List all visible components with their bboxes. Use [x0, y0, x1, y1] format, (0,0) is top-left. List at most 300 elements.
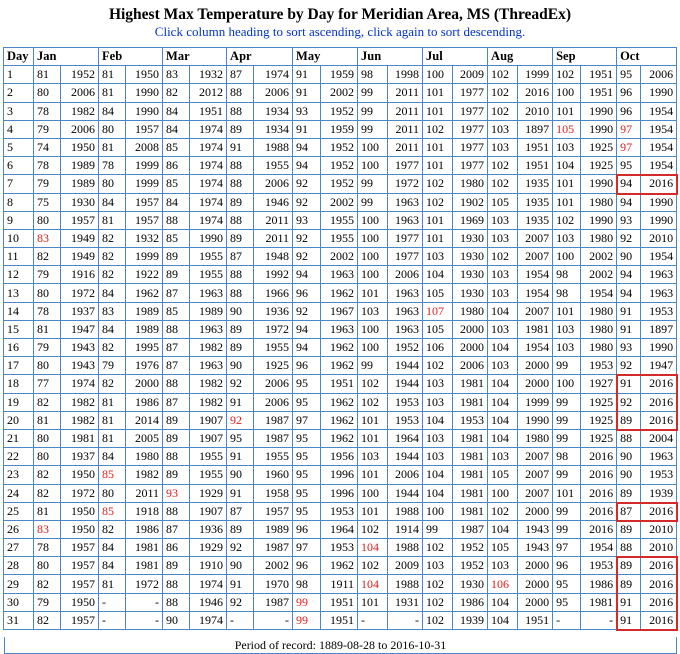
record-year: 2000 [453, 339, 488, 357]
temperature-value: 100 [358, 139, 388, 157]
temperature-value: - [227, 612, 254, 630]
column-header-oct[interactable]: Oct [617, 48, 677, 66]
temperature-value: 102 [423, 612, 453, 630]
record-year: 1955 [254, 157, 293, 175]
temperature-value: 102 [423, 357, 453, 375]
temperature-value: 95 [227, 430, 254, 448]
day-cell: 30 [4, 594, 34, 612]
record-year: 1951 [321, 594, 358, 612]
temperature-value: 93 [293, 212, 321, 230]
temperature-value: 88 [227, 284, 254, 302]
temperature-value: 90 [227, 466, 254, 484]
temperature-value: 82 [99, 248, 126, 266]
temperature-value: 101 [358, 284, 388, 302]
temperature-value: 101 [553, 485, 581, 503]
day-cell: 2 [4, 84, 34, 102]
table-row [4, 557, 677, 575]
day-cell: 3 [4, 103, 34, 121]
record-year: 1996 [321, 466, 358, 484]
temperature-value: 100 [358, 266, 388, 284]
record-year: 2008 [126, 139, 163, 157]
record-year: 1957 [254, 503, 293, 521]
record-year: 2000 [126, 375, 163, 393]
record-year: 1982 [190, 394, 227, 412]
record-year: 1977 [388, 230, 423, 248]
temperature-value: 104 [553, 157, 581, 175]
record-year: 1998 [388, 66, 423, 84]
temperature-value: 87 [227, 248, 254, 266]
temperature-value: 101 [553, 103, 581, 121]
record-year: 1953 [321, 503, 358, 521]
record-year: 1974 [190, 175, 227, 193]
page-title: Highest Max Temperature by Day for Meridian Area, MS (ThreadEx) [108, 6, 572, 23]
record-year: 1987 [254, 539, 293, 557]
temperature-value: 102 [488, 84, 518, 102]
temperature-value: 89 [227, 194, 254, 212]
record-year: 1999 [126, 157, 163, 175]
record-year: - [388, 612, 423, 630]
record-year: 2016 [581, 503, 617, 521]
temperature-value: 79 [34, 594, 61, 612]
record-year: 1981 [453, 503, 488, 521]
temperature-value: 82 [34, 394, 61, 412]
temperature-value: 101 [423, 157, 453, 175]
temperature-value: 89 [163, 266, 190, 284]
record-year: 2016 [518, 84, 553, 102]
temperature-value: 94 [293, 339, 321, 357]
record-year: 1957 [61, 575, 99, 593]
record-year: 1981 [453, 430, 488, 448]
temperature-value: - [99, 594, 126, 612]
record-year: 1925 [581, 394, 617, 412]
temperature-value: 89 [163, 557, 190, 575]
record-year: 1957 [61, 557, 99, 575]
record-year: 2004 [641, 430, 677, 448]
table-row [4, 375, 677, 393]
table-row [4, 248, 677, 266]
table-body [4, 66, 677, 630]
temperature-value: 102 [423, 121, 453, 139]
record-year: 2011 [388, 139, 423, 157]
record-year: 1959 [321, 121, 358, 139]
record-year: 2014 [126, 412, 163, 430]
temperature-value: 92 [617, 230, 641, 248]
temperature-value: 100 [488, 485, 518, 503]
record-year: 2007 [518, 466, 553, 484]
temperature-value: 93 [163, 485, 190, 503]
temperature-value: 105 [423, 284, 453, 302]
record-year: 1929 [190, 539, 227, 557]
temperature-value: 85 [163, 303, 190, 321]
temperature-value: 79 [34, 266, 61, 284]
temperature-value: 83 [99, 303, 126, 321]
record-year: 1962 [126, 284, 163, 302]
record-year: 2010 [641, 521, 677, 539]
record-year: 1990 [126, 103, 163, 121]
temperature-value: 93 [617, 339, 641, 357]
record-year: 1989 [126, 321, 163, 339]
record-year: 1974 [190, 121, 227, 139]
temperature-value: 96 [293, 357, 321, 375]
temperature-value: 100 [423, 503, 453, 521]
record-year: 1943 [518, 521, 553, 539]
temperature-value: 91 [617, 594, 641, 612]
record-year: 1914 [388, 521, 423, 539]
temperature-value: 104 [488, 594, 518, 612]
temperature-value: 95 [293, 448, 321, 466]
record-year: 1930 [453, 284, 488, 302]
record-year: 1962 [321, 430, 358, 448]
temperature-value: 103 [423, 430, 453, 448]
record-year: 1974 [190, 157, 227, 175]
column-header-jun[interactable]: Jun [358, 48, 423, 66]
record-year: 1936 [190, 521, 227, 539]
record-year: 1910 [190, 557, 227, 575]
temperature-value: 102 [423, 175, 453, 193]
record-year: 1944 [388, 375, 423, 393]
temperature-value: 99 [293, 594, 321, 612]
temperature-value: 105 [423, 321, 453, 339]
day-cell: 26 [4, 521, 34, 539]
temperature-value: 104 [423, 466, 453, 484]
record-year: 1953 [388, 394, 423, 412]
temperature-value: 80 [99, 485, 126, 503]
temperature-value: 89 [163, 430, 190, 448]
column-header-jan[interactable]: Jan [34, 48, 99, 66]
column-header-day[interactable]: Day [4, 48, 34, 66]
day-cell: 22 [4, 448, 34, 466]
temperature-value: 89 [227, 321, 254, 339]
record-year: 2010 [518, 103, 553, 121]
record-year: 1955 [321, 230, 358, 248]
record-year: 1950 [126, 66, 163, 84]
column-header-may[interactable]: May [293, 48, 358, 66]
record-year: 1974 [190, 194, 227, 212]
record-year: 1982 [190, 375, 227, 393]
record-year: 2006 [254, 84, 293, 102]
record-year: 1951 [321, 612, 358, 630]
temperature-value: 94 [617, 194, 641, 212]
record-year: 1954 [641, 121, 677, 139]
record-year: 2006 [61, 121, 99, 139]
record-year: 2006 [254, 394, 293, 412]
record-year: 1963 [388, 321, 423, 339]
record-year: 2006 [254, 375, 293, 393]
temperature-value: 80 [34, 557, 61, 575]
temperature-value: 75 [34, 194, 61, 212]
record-year: 1981 [453, 448, 488, 466]
record-year: 1935 [518, 175, 553, 193]
record-year: 1907 [190, 430, 227, 448]
temperature-value: 92 [227, 539, 254, 557]
record-year: 2011 [388, 121, 423, 139]
record-year: 1930 [453, 230, 488, 248]
record-year: 1943 [518, 539, 553, 557]
temperature-value: 82 [99, 266, 126, 284]
temperature-value: 98 [553, 448, 581, 466]
record-year: 1948 [254, 248, 293, 266]
day-cell: 8 [4, 194, 34, 212]
temperature-value: 74 [34, 139, 61, 157]
column-header-aug[interactable]: Aug [488, 48, 553, 66]
column-header-apr[interactable]: Apr [227, 48, 293, 66]
day-cell: 7 [4, 175, 34, 193]
temperature-value: 91 [293, 66, 321, 84]
record-year: 1988 [254, 139, 293, 157]
record-year: 1981 [518, 321, 553, 339]
temperature-value: 85 [163, 139, 190, 157]
record-year: 1963 [641, 266, 677, 284]
record-year: 2016 [581, 448, 617, 466]
record-year: 1959 [321, 66, 358, 84]
record-year: 1990 [581, 175, 617, 193]
temperature-value: 99 [553, 394, 581, 412]
column-header-sep[interactable]: Sep [553, 48, 617, 66]
temperature-value: 91 [617, 612, 641, 630]
temperature-value: 86 [163, 539, 190, 557]
record-year: 1927 [581, 375, 617, 393]
temperature-value: 94 [617, 266, 641, 284]
record-year: 1982 [61, 103, 99, 121]
temperature-value: 95 [553, 575, 581, 593]
temperature-value: 99 [553, 412, 581, 430]
record-year: 2016 [641, 612, 677, 630]
temperature-value: 84 [163, 103, 190, 121]
record-year: 1949 [61, 230, 99, 248]
record-year: 1972 [61, 284, 99, 302]
temperature-value: 92 [293, 194, 321, 212]
record-year: 1907 [190, 412, 227, 430]
temperature-value: 102 [423, 539, 453, 557]
record-year: 1932 [190, 66, 227, 84]
record-year: 1974 [190, 612, 227, 630]
record-year: - [254, 612, 293, 630]
record-year: 1930 [453, 266, 488, 284]
temperature-value: 100 [358, 230, 388, 248]
record-year: 2007 [518, 248, 553, 266]
day-cell: 23 [4, 466, 34, 484]
record-year: 1989 [61, 175, 99, 193]
day-cell: 20 [4, 412, 34, 430]
temperature-value: 103 [358, 448, 388, 466]
temperature-value: 79 [34, 175, 61, 193]
temperature-value: 100 [423, 66, 453, 84]
record-year: 2007 [518, 448, 553, 466]
record-year: 1953 [641, 303, 677, 321]
temperature-value: 79 [99, 357, 126, 375]
temperature-value: 94 [617, 284, 641, 302]
temperature-value: 100 [553, 375, 581, 393]
temperature-value: 80 [99, 175, 126, 193]
temperature-value: 102 [488, 175, 518, 193]
record-year: 2016 [641, 575, 677, 593]
record-year: 1987 [254, 594, 293, 612]
record-year: 1972 [126, 575, 163, 593]
record-year: 1946 [190, 594, 227, 612]
record-year: 1932 [126, 230, 163, 248]
temperature-value: 99 [358, 103, 388, 121]
record-year: 1999 [126, 248, 163, 266]
record-year: 1957 [61, 539, 99, 557]
temperature-value: 103 [488, 230, 518, 248]
temperature-value: 78 [34, 103, 61, 121]
record-year: 1897 [641, 321, 677, 339]
record-year: 1911 [321, 575, 358, 593]
record-year: 1937 [61, 303, 99, 321]
record-year: 2011 [388, 84, 423, 102]
temperature-value: 82 [34, 248, 61, 266]
temperature-value: 97 [553, 539, 581, 557]
period-of-record: Period of record: 1889-08-28 to 2016-10-31 [4, 637, 677, 654]
temperature-value: 88 [227, 84, 254, 102]
record-year: 1930 [453, 248, 488, 266]
table-row [4, 84, 677, 102]
column-header-mar[interactable]: Mar [163, 48, 227, 66]
temperature-value: 95 [293, 430, 321, 448]
temperature-value: 92 [293, 303, 321, 321]
record-year: 2000 [518, 375, 553, 393]
temperature-value: 103 [423, 448, 453, 466]
record-year: 1954 [641, 248, 677, 266]
day-cell: 25 [4, 503, 34, 521]
day-cell: 15 [4, 321, 34, 339]
record-year: 1954 [641, 157, 677, 175]
temperature-value: 103 [488, 357, 518, 375]
temperature-value: 78 [99, 157, 126, 175]
temperature-value: 81 [34, 503, 61, 521]
temperature-value: 95 [293, 485, 321, 503]
record-year: 1967 [321, 303, 358, 321]
day-cell: 6 [4, 157, 34, 175]
day-cell: 17 [4, 357, 34, 375]
record-year: 2002 [321, 248, 358, 266]
record-year: 1999 [518, 66, 553, 84]
temperature-value: 102 [553, 66, 581, 84]
record-year: 2000 [518, 575, 553, 593]
temperature-value: 99 [358, 84, 388, 102]
temperature-value: 85 [163, 230, 190, 248]
temperature-value: 104 [358, 575, 388, 593]
record-year: 2002 [321, 84, 358, 102]
temperature-value: 91 [293, 121, 321, 139]
record-year: 2016 [641, 503, 677, 521]
temperature-value: 103 [488, 212, 518, 230]
record-year: 1981 [453, 466, 488, 484]
temperature-value: 99 [358, 175, 388, 193]
table-row [4, 230, 677, 248]
record-year: 1952 [453, 557, 488, 575]
column-header-jul[interactable]: Jul [423, 48, 488, 66]
record-year: 1949 [61, 248, 99, 266]
temperature-value: 84 [99, 557, 126, 575]
temperature-value: 102 [488, 157, 518, 175]
record-year: 2016 [581, 466, 617, 484]
record-year: 1954 [581, 284, 617, 302]
record-year: 2006 [388, 266, 423, 284]
record-year: 1980 [581, 194, 617, 212]
temperature-value: 102 [358, 375, 388, 393]
table-row [4, 357, 677, 375]
temperature-value: 88 [163, 375, 190, 393]
temperature-value: 103 [488, 266, 518, 284]
record-year: 1958 [254, 485, 293, 503]
record-year: 1963 [321, 266, 358, 284]
temperature-value: 102 [488, 103, 518, 121]
record-year: 1974 [190, 139, 227, 157]
temperature-value: 97 [617, 121, 641, 139]
record-year: 1963 [388, 212, 423, 230]
record-year: 1902 [453, 194, 488, 212]
temperature-value: 81 [99, 430, 126, 448]
temperature-value: 99 [358, 194, 388, 212]
temperature-value: 104 [488, 430, 518, 448]
temperature-value: 101 [358, 503, 388, 521]
table-row [4, 66, 677, 84]
record-year: 1957 [126, 194, 163, 212]
table-row [4, 212, 677, 230]
record-year: 2016 [641, 594, 677, 612]
record-year: 1963 [641, 448, 677, 466]
temperature-value: 100 [358, 157, 388, 175]
record-year: 2011 [388, 103, 423, 121]
temperature-value: 102 [423, 594, 453, 612]
record-year: 1974 [254, 66, 293, 84]
temperature-value: 82 [99, 230, 126, 248]
temperature-value: 103 [488, 121, 518, 139]
temperature-value: 83 [34, 521, 61, 539]
record-year: 1990 [641, 84, 677, 102]
temperature-value: 82 [34, 485, 61, 503]
temperature-value: 104 [423, 266, 453, 284]
temperature-value: 89 [227, 230, 254, 248]
temperature-value: 96 [553, 557, 581, 575]
temperature-value: 84 [99, 194, 126, 212]
temperature-value: 88 [163, 321, 190, 339]
temperature-value: 101 [423, 212, 453, 230]
record-year: 2000 [518, 357, 553, 375]
temperature-value: 90 [617, 466, 641, 484]
temperature-value: 96 [293, 521, 321, 539]
temperature-value: 98 [358, 66, 388, 84]
temperature-value: 78 [34, 303, 61, 321]
record-year: 1962 [321, 339, 358, 357]
temperature-value: 80 [34, 430, 61, 448]
temperature-value: 97 [293, 412, 321, 430]
temperature-value: 80 [34, 84, 61, 102]
temperature-value: 100 [358, 248, 388, 266]
temperature-table [3, 47, 677, 630]
day-cell: 27 [4, 539, 34, 557]
record-year: 1981 [453, 375, 488, 393]
temperature-value: 104 [488, 339, 518, 357]
temperature-value: 100 [553, 84, 581, 102]
temperature-value: 100 [358, 485, 388, 503]
record-year: 1992 [254, 266, 293, 284]
temperature-value: 99 [553, 357, 581, 375]
record-year: 1952 [61, 66, 99, 84]
record-year: 2007 [518, 230, 553, 248]
temperature-value: 88 [163, 575, 190, 593]
temperature-value: 87 [163, 394, 190, 412]
column-header-feb[interactable]: Feb [99, 48, 163, 66]
temperature-value: 101 [553, 194, 581, 212]
temperature-value: 103 [488, 557, 518, 575]
temperature-value: 100 [553, 248, 581, 266]
record-year: 1950 [61, 139, 99, 157]
record-year: 1988 [388, 575, 423, 593]
record-year: 1982 [61, 412, 99, 430]
record-year: 1943 [61, 339, 99, 357]
